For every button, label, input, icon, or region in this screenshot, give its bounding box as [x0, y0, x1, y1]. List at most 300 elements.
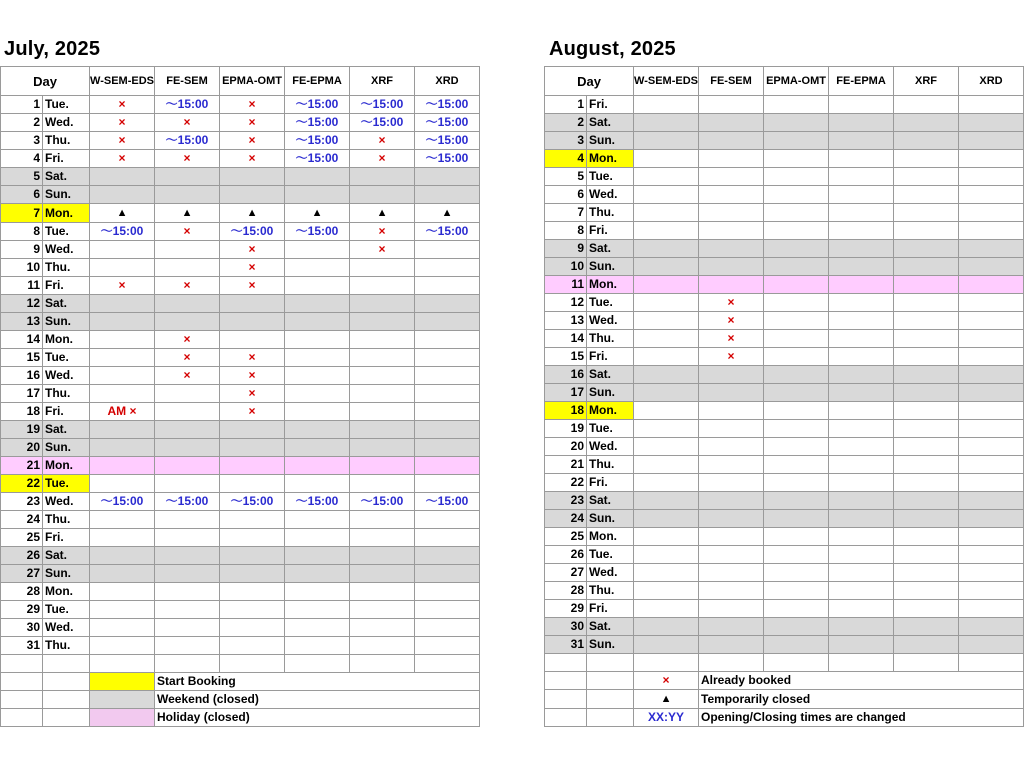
- july-slot-cell[interactable]: [350, 637, 415, 655]
- july-slot-cell[interactable]: [90, 114, 155, 132]
- july-slot-cell[interactable]: [415, 403, 480, 421]
- july-slot-cell[interactable]: [285, 241, 350, 259]
- july-slot-cell[interactable]: [220, 241, 285, 259]
- july-slot-cell[interactable]: [90, 637, 155, 655]
- july-slot-cell[interactable]: [155, 259, 220, 277]
- july-slot-cell[interactable]: [285, 637, 350, 655]
- july-slot-cell[interactable]: [285, 457, 350, 475]
- july-slot-cell[interactable]: [90, 475, 155, 493]
- july-slot-cell[interactable]: [415, 547, 480, 565]
- july-slot-cell[interactable]: [220, 601, 285, 619]
- july-slot-cell[interactable]: [90, 421, 155, 439]
- july-slot-cell[interactable]: [285, 421, 350, 439]
- august-slot-cell[interactable]: [764, 222, 829, 240]
- august-slot-cell[interactable]: [894, 294, 959, 312]
- july-slot-cell[interactable]: [155, 529, 220, 547]
- august-slot-cell[interactable]: [829, 258, 894, 276]
- august-slot-cell[interactable]: [699, 348, 764, 366]
- july-slot-cell[interactable]: [285, 223, 350, 241]
- august-slot-cell[interactable]: [764, 474, 829, 492]
- july-slot-cell[interactable]: [285, 493, 350, 511]
- august-slot-cell[interactable]: [764, 402, 829, 420]
- july-slot-cell[interactable]: [285, 114, 350, 132]
- august-slot-cell[interactable]: [894, 132, 959, 150]
- august-slot-cell[interactable]: [764, 546, 829, 564]
- august-slot-cell[interactable]: [894, 348, 959, 366]
- august-slot-cell[interactable]: [959, 240, 1024, 258]
- august-slot-cell[interactable]: [634, 600, 699, 618]
- august-slot-cell[interactable]: [959, 564, 1024, 582]
- august-slot-cell[interactable]: [699, 240, 764, 258]
- july-slot-cell[interactable]: [415, 259, 480, 277]
- august-slot-cell[interactable]: [894, 240, 959, 258]
- july-slot-cell[interactable]: [220, 637, 285, 655]
- august-slot-cell[interactable]: [634, 384, 699, 402]
- july-slot-cell[interactable]: [220, 349, 285, 367]
- july-slot-cell[interactable]: [220, 547, 285, 565]
- august-slot-cell[interactable]: [764, 204, 829, 222]
- august-slot-cell[interactable]: [699, 366, 764, 384]
- august-slot-cell[interactable]: [634, 618, 699, 636]
- july-slot-cell[interactable]: [220, 150, 285, 168]
- july-slot-cell[interactable]: [350, 277, 415, 295]
- august-slot-cell[interactable]: [699, 438, 764, 456]
- august-slot-cell[interactable]: [959, 150, 1024, 168]
- august-slot-cell[interactable]: [634, 474, 699, 492]
- august-slot-cell[interactable]: [764, 420, 829, 438]
- july-slot-cell[interactable]: [285, 295, 350, 313]
- july-slot-cell[interactable]: [415, 186, 480, 204]
- august-slot-cell[interactable]: [764, 132, 829, 150]
- august-slot-cell[interactable]: [959, 312, 1024, 330]
- july-slot-cell[interactable]: [220, 313, 285, 331]
- august-slot-cell[interactable]: [764, 456, 829, 474]
- august-slot-cell[interactable]: [894, 456, 959, 474]
- july-slot-cell[interactable]: [415, 421, 480, 439]
- august-slot-cell[interactable]: [634, 528, 699, 546]
- july-slot-cell[interactable]: [90, 511, 155, 529]
- july-slot-cell[interactable]: [155, 439, 220, 457]
- july-slot-cell[interactable]: [285, 529, 350, 547]
- august-slot-cell[interactable]: [829, 240, 894, 258]
- july-slot-cell[interactable]: [350, 150, 415, 168]
- july-slot-cell[interactable]: [155, 96, 220, 114]
- august-slot-cell[interactable]: [959, 132, 1024, 150]
- july-slot-cell[interactable]: [285, 259, 350, 277]
- august-slot-cell[interactable]: [699, 546, 764, 564]
- august-slot-cell[interactable]: [829, 510, 894, 528]
- july-slot-cell[interactable]: [90, 565, 155, 583]
- july-slot-cell[interactable]: [155, 601, 220, 619]
- july-slot-cell[interactable]: [90, 150, 155, 168]
- july-slot-cell[interactable]: [90, 583, 155, 601]
- august-slot-cell[interactable]: [699, 564, 764, 582]
- august-slot-cell[interactable]: [699, 150, 764, 168]
- august-slot-cell[interactable]: [959, 384, 1024, 402]
- august-slot-cell[interactable]: [829, 168, 894, 186]
- july-slot-cell[interactable]: [415, 132, 480, 150]
- august-slot-cell[interactable]: [829, 618, 894, 636]
- july-slot-cell[interactable]: [155, 493, 220, 511]
- july-slot-cell[interactable]: [350, 565, 415, 583]
- august-slot-cell[interactable]: [829, 204, 894, 222]
- august-slot-cell[interactable]: [959, 348, 1024, 366]
- august-slot-cell[interactable]: [634, 348, 699, 366]
- july-slot-cell[interactable]: [285, 601, 350, 619]
- july-slot-cell[interactable]: [220, 277, 285, 295]
- july-slot-cell[interactable]: [285, 475, 350, 493]
- july-slot-cell[interactable]: [350, 475, 415, 493]
- august-slot-cell[interactable]: [699, 186, 764, 204]
- august-slot-cell[interactable]: [699, 402, 764, 420]
- august-slot-cell[interactable]: [699, 276, 764, 294]
- july-slot-cell[interactable]: [415, 241, 480, 259]
- august-slot-cell[interactable]: [959, 366, 1024, 384]
- august-slot-cell[interactable]: [894, 168, 959, 186]
- august-slot-cell[interactable]: [764, 600, 829, 618]
- july-slot-cell[interactable]: [155, 295, 220, 313]
- july-slot-cell[interactable]: [415, 168, 480, 186]
- july-slot-cell[interactable]: [155, 421, 220, 439]
- july-slot-cell[interactable]: [220, 186, 285, 204]
- august-slot-cell[interactable]: [959, 168, 1024, 186]
- august-slot-cell[interactable]: [699, 456, 764, 474]
- july-slot-cell[interactable]: [285, 385, 350, 403]
- july-slot-cell[interactable]: [90, 493, 155, 511]
- july-slot-cell[interactable]: [415, 349, 480, 367]
- august-slot-cell[interactable]: [894, 474, 959, 492]
- august-slot-cell[interactable]: [699, 492, 764, 510]
- july-slot-cell[interactable]: [285, 439, 350, 457]
- july-slot-cell[interactable]: [285, 583, 350, 601]
- july-slot-cell[interactable]: [350, 114, 415, 132]
- august-slot-cell[interactable]: [699, 258, 764, 276]
- july-slot-cell[interactable]: [350, 349, 415, 367]
- july-slot-cell[interactable]: [220, 114, 285, 132]
- july-slot-cell[interactable]: [285, 168, 350, 186]
- july-slot-cell[interactable]: [220, 331, 285, 349]
- july-slot-cell[interactable]: [350, 295, 415, 313]
- july-slot-cell[interactable]: [220, 511, 285, 529]
- july-slot-cell[interactable]: [350, 493, 415, 511]
- july-slot-cell[interactable]: [90, 259, 155, 277]
- august-slot-cell[interactable]: [764, 618, 829, 636]
- august-slot-cell[interactable]: [959, 438, 1024, 456]
- july-slot-cell[interactable]: [155, 313, 220, 331]
- july-slot-cell[interactable]: [90, 168, 155, 186]
- august-slot-cell[interactable]: [829, 492, 894, 510]
- august-slot-cell[interactable]: [959, 114, 1024, 132]
- august-slot-cell[interactable]: [699, 330, 764, 348]
- august-slot-cell[interactable]: [894, 402, 959, 420]
- july-slot-cell[interactable]: [155, 349, 220, 367]
- july-slot-cell[interactable]: [415, 601, 480, 619]
- august-slot-cell[interactable]: [959, 258, 1024, 276]
- august-slot-cell[interactable]: [959, 492, 1024, 510]
- august-slot-cell[interactable]: [959, 420, 1024, 438]
- july-slot-cell[interactable]: [220, 421, 285, 439]
- july-slot-cell[interactable]: [220, 403, 285, 421]
- july-slot-cell[interactable]: [220, 385, 285, 403]
- august-slot-cell[interactable]: [699, 618, 764, 636]
- july-slot-cell[interactable]: [350, 204, 415, 223]
- august-slot-cell[interactable]: [634, 150, 699, 168]
- august-slot-cell[interactable]: [764, 240, 829, 258]
- july-slot-cell[interactable]: [285, 511, 350, 529]
- july-slot-cell[interactable]: [350, 421, 415, 439]
- july-slot-cell[interactable]: [415, 204, 480, 223]
- august-slot-cell[interactable]: [894, 312, 959, 330]
- august-slot-cell[interactable]: [959, 636, 1024, 654]
- august-slot-cell[interactable]: [699, 384, 764, 402]
- august-slot-cell[interactable]: [959, 510, 1024, 528]
- august-slot-cell[interactable]: [699, 294, 764, 312]
- august-slot-cell[interactable]: [764, 384, 829, 402]
- august-slot-cell[interactable]: [829, 582, 894, 600]
- july-slot-cell[interactable]: [220, 168, 285, 186]
- july-slot-cell[interactable]: [155, 637, 220, 655]
- august-slot-cell[interactable]: [699, 474, 764, 492]
- august-slot-cell[interactable]: [894, 510, 959, 528]
- august-slot-cell[interactable]: [634, 420, 699, 438]
- july-slot-cell[interactable]: [220, 457, 285, 475]
- july-slot-cell[interactable]: [285, 150, 350, 168]
- july-slot-cell[interactable]: [155, 223, 220, 241]
- july-slot-cell[interactable]: [415, 619, 480, 637]
- august-slot-cell[interactable]: [634, 240, 699, 258]
- august-slot-cell[interactable]: [634, 546, 699, 564]
- july-slot-cell[interactable]: [155, 457, 220, 475]
- august-slot-cell[interactable]: [764, 492, 829, 510]
- july-slot-cell[interactable]: [220, 367, 285, 385]
- july-slot-cell[interactable]: [350, 259, 415, 277]
- august-slot-cell[interactable]: [634, 222, 699, 240]
- july-slot-cell[interactable]: [90, 331, 155, 349]
- august-slot-cell[interactable]: [829, 186, 894, 204]
- august-slot-cell[interactable]: [764, 258, 829, 276]
- july-slot-cell[interactable]: [155, 186, 220, 204]
- july-slot-cell[interactable]: [155, 150, 220, 168]
- july-slot-cell[interactable]: [90, 457, 155, 475]
- august-slot-cell[interactable]: [829, 564, 894, 582]
- august-slot-cell[interactable]: [829, 132, 894, 150]
- july-slot-cell[interactable]: [90, 601, 155, 619]
- july-slot-cell[interactable]: [90, 186, 155, 204]
- august-slot-cell[interactable]: [894, 150, 959, 168]
- july-slot-cell[interactable]: [415, 313, 480, 331]
- august-slot-cell[interactable]: [699, 132, 764, 150]
- august-slot-cell[interactable]: [764, 582, 829, 600]
- august-slot-cell[interactable]: [894, 96, 959, 114]
- july-slot-cell[interactable]: [285, 565, 350, 583]
- july-slot-cell[interactable]: [285, 349, 350, 367]
- july-slot-cell[interactable]: [90, 204, 155, 223]
- august-slot-cell[interactable]: [829, 420, 894, 438]
- august-slot-cell[interactable]: [894, 528, 959, 546]
- july-slot-cell[interactable]: [350, 511, 415, 529]
- august-slot-cell[interactable]: [634, 204, 699, 222]
- august-slot-cell[interactable]: [764, 330, 829, 348]
- august-slot-cell[interactable]: [699, 420, 764, 438]
- august-slot-cell[interactable]: [894, 600, 959, 618]
- august-slot-cell[interactable]: [764, 96, 829, 114]
- august-slot-cell[interactable]: [959, 222, 1024, 240]
- july-slot-cell[interactable]: [155, 168, 220, 186]
- august-slot-cell[interactable]: [959, 528, 1024, 546]
- july-slot-cell[interactable]: [155, 565, 220, 583]
- july-slot-cell[interactable]: [350, 367, 415, 385]
- july-slot-cell[interactable]: [350, 132, 415, 150]
- august-slot-cell[interactable]: [959, 600, 1024, 618]
- august-slot-cell[interactable]: [894, 384, 959, 402]
- july-slot-cell[interactable]: [90, 132, 155, 150]
- july-slot-cell[interactable]: [285, 132, 350, 150]
- july-slot-cell[interactable]: [90, 619, 155, 637]
- august-slot-cell[interactable]: [634, 294, 699, 312]
- july-slot-cell[interactable]: [285, 367, 350, 385]
- july-slot-cell[interactable]: [90, 295, 155, 313]
- july-slot-cell[interactable]: [155, 331, 220, 349]
- july-slot-cell[interactable]: [155, 367, 220, 385]
- august-slot-cell[interactable]: [894, 420, 959, 438]
- july-slot-cell[interactable]: [220, 475, 285, 493]
- july-slot-cell[interactable]: [415, 295, 480, 313]
- august-slot-cell[interactable]: [634, 402, 699, 420]
- august-slot-cell[interactable]: [699, 114, 764, 132]
- july-slot-cell[interactable]: [155, 475, 220, 493]
- july-slot-cell[interactable]: [415, 385, 480, 403]
- july-slot-cell[interactable]: [350, 457, 415, 475]
- july-slot-cell[interactable]: [415, 457, 480, 475]
- july-slot-cell[interactable]: [220, 223, 285, 241]
- july-slot-cell[interactable]: [350, 529, 415, 547]
- july-slot-cell[interactable]: [415, 511, 480, 529]
- july-slot-cell[interactable]: [350, 313, 415, 331]
- august-slot-cell[interactable]: [699, 600, 764, 618]
- july-slot-cell[interactable]: [220, 132, 285, 150]
- july-slot-cell[interactable]: [350, 186, 415, 204]
- july-slot-cell[interactable]: [220, 619, 285, 637]
- august-slot-cell[interactable]: [894, 636, 959, 654]
- august-slot-cell[interactable]: [829, 366, 894, 384]
- july-slot-cell[interactable]: [415, 223, 480, 241]
- august-slot-cell[interactable]: [699, 528, 764, 546]
- august-slot-cell[interactable]: [634, 276, 699, 294]
- august-slot-cell[interactable]: [634, 456, 699, 474]
- july-slot-cell[interactable]: [90, 96, 155, 114]
- july-slot-cell[interactable]: [220, 259, 285, 277]
- august-slot-cell[interactable]: [699, 312, 764, 330]
- july-slot-cell[interactable]: [415, 565, 480, 583]
- august-slot-cell[interactable]: [634, 168, 699, 186]
- july-slot-cell[interactable]: [155, 583, 220, 601]
- july-slot-cell[interactable]: [415, 637, 480, 655]
- july-slot-cell[interactable]: [90, 529, 155, 547]
- august-slot-cell[interactable]: [894, 546, 959, 564]
- august-slot-cell[interactable]: [829, 474, 894, 492]
- july-slot-cell[interactable]: [220, 96, 285, 114]
- july-slot-cell[interactable]: [350, 223, 415, 241]
- july-slot-cell[interactable]: [155, 277, 220, 295]
- july-slot-cell[interactable]: [155, 403, 220, 421]
- august-slot-cell[interactable]: [699, 204, 764, 222]
- july-slot-cell[interactable]: [155, 204, 220, 223]
- august-slot-cell[interactable]: [634, 186, 699, 204]
- july-slot-cell[interactable]: [220, 565, 285, 583]
- august-slot-cell[interactable]: [634, 564, 699, 582]
- august-slot-cell[interactable]: [829, 96, 894, 114]
- august-slot-cell[interactable]: [829, 456, 894, 474]
- july-slot-cell[interactable]: [90, 241, 155, 259]
- august-slot-cell[interactable]: [959, 276, 1024, 294]
- august-slot-cell[interactable]: [764, 564, 829, 582]
- july-slot-cell[interactable]: [350, 403, 415, 421]
- july-slot-cell[interactable]: [285, 403, 350, 421]
- july-slot-cell[interactable]: [90, 349, 155, 367]
- august-slot-cell[interactable]: [699, 510, 764, 528]
- july-slot-cell[interactable]: [350, 619, 415, 637]
- july-slot-cell[interactable]: [155, 241, 220, 259]
- august-slot-cell[interactable]: [959, 456, 1024, 474]
- july-slot-cell[interactable]: [155, 547, 220, 565]
- july-slot-cell[interactable]: [155, 132, 220, 150]
- july-slot-cell[interactable]: [415, 529, 480, 547]
- july-slot-cell[interactable]: [415, 277, 480, 295]
- august-slot-cell[interactable]: [764, 168, 829, 186]
- august-slot-cell[interactable]: [959, 618, 1024, 636]
- august-slot-cell[interactable]: [764, 510, 829, 528]
- august-slot-cell[interactable]: [829, 600, 894, 618]
- july-slot-cell[interactable]: [350, 331, 415, 349]
- july-slot-cell[interactable]: [90, 439, 155, 457]
- july-slot-cell[interactable]: [90, 313, 155, 331]
- july-slot-cell[interactable]: [285, 313, 350, 331]
- august-slot-cell[interactable]: [634, 258, 699, 276]
- august-slot-cell[interactable]: [764, 312, 829, 330]
- july-slot-cell[interactable]: [285, 619, 350, 637]
- july-slot-cell[interactable]: [350, 547, 415, 565]
- july-slot-cell[interactable]: [220, 439, 285, 457]
- july-slot-cell[interactable]: [220, 493, 285, 511]
- august-slot-cell[interactable]: [634, 330, 699, 348]
- july-slot-cell[interactable]: [220, 529, 285, 547]
- july-slot-cell[interactable]: [415, 439, 480, 457]
- august-slot-cell[interactable]: [699, 636, 764, 654]
- july-slot-cell[interactable]: [350, 241, 415, 259]
- august-slot-cell[interactable]: [699, 168, 764, 186]
- july-slot-cell[interactable]: [415, 367, 480, 385]
- august-slot-cell[interactable]: [634, 492, 699, 510]
- july-slot-cell[interactable]: [220, 295, 285, 313]
- august-slot-cell[interactable]: [894, 564, 959, 582]
- august-slot-cell[interactable]: [764, 636, 829, 654]
- july-slot-cell[interactable]: [155, 385, 220, 403]
- july-slot-cell[interactable]: [220, 204, 285, 223]
- july-slot-cell[interactable]: [285, 547, 350, 565]
- august-slot-cell[interactable]: [959, 204, 1024, 222]
- july-slot-cell[interactable]: [285, 331, 350, 349]
- august-slot-cell[interactable]: [829, 312, 894, 330]
- august-slot-cell[interactable]: [764, 114, 829, 132]
- august-slot-cell[interactable]: [959, 546, 1024, 564]
- august-slot-cell[interactable]: [699, 96, 764, 114]
- july-slot-cell[interactable]: [155, 511, 220, 529]
- august-slot-cell[interactable]: [829, 438, 894, 456]
- august-slot-cell[interactable]: [894, 330, 959, 348]
- july-slot-cell[interactable]: [350, 96, 415, 114]
- august-slot-cell[interactable]: [829, 348, 894, 366]
- august-slot-cell[interactable]: [829, 276, 894, 294]
